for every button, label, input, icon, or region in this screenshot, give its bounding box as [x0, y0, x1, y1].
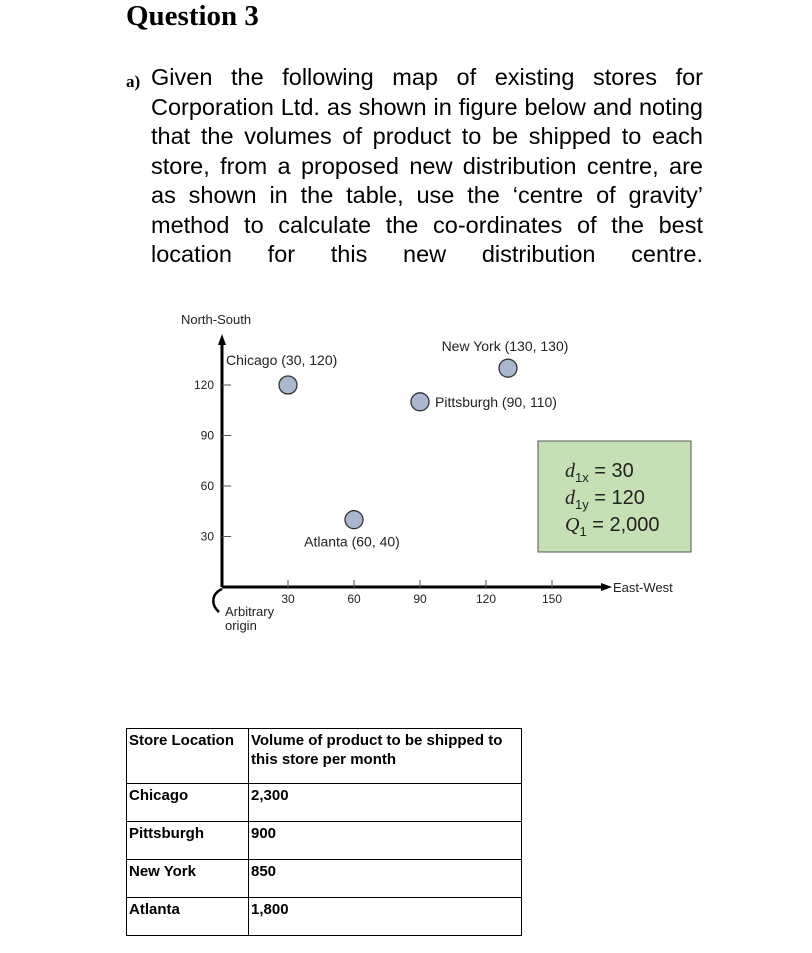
x-tick-label: 120	[475, 592, 497, 606]
table-row	[127, 822, 522, 860]
table-header-row	[127, 729, 522, 784]
cell-volume: 2,300	[249, 784, 522, 822]
origin-pointer-arrow	[213, 589, 222, 612]
store-point-chicago	[279, 376, 297, 394]
header-store-location: Store Location	[127, 729, 249, 784]
part-label: a)	[126, 72, 141, 91]
header-volume: Volume of product to be shipped to this store per month	[249, 729, 522, 784]
store-point-new-york	[499, 359, 517, 377]
x-tick-label: 90	[413, 592, 427, 606]
x-axis-arrow	[601, 583, 612, 591]
x-axis-title: East-West	[613, 580, 673, 595]
y-tick-label: 120	[193, 378, 214, 392]
y-axis-arrow	[218, 334, 226, 345]
store-label-new-york: New York (130, 130)	[441, 338, 569, 355]
cell-volume: 1,800	[249, 898, 522, 936]
x-tick-label: 60	[347, 592, 361, 606]
x-tick-label: 150	[541, 592, 563, 606]
store-label-chicago: Chicago (30, 120)	[226, 352, 338, 368]
store-label-atlanta: Atlanta (60, 40)	[304, 533, 400, 550]
annotation-line: $Q_1 = 2,000$	[565, 514, 660, 539]
question-heading: Question 3	[126, 0, 259, 32]
annotation-line: $d_{1x} = 30$	[565, 460, 634, 485]
table-row	[127, 898, 522, 936]
x-tick-label: 30	[281, 592, 295, 606]
table-row	[127, 860, 522, 898]
cell-store: New York	[127, 860, 249, 898]
y-tick-label: 60	[200, 479, 214, 493]
y-tick-label: 90	[200, 428, 214, 443]
cell-volume: 900	[249, 822, 522, 860]
y-tick-label: 30	[200, 529, 214, 544]
origin-label: Arbitrary	[225, 604, 275, 619]
store-label-pittsburgh: Pittsburgh (90, 110)	[435, 393, 557, 410]
cell-store: Chicago	[127, 784, 249, 822]
table-row	[127, 784, 522, 822]
origin-label: origin	[225, 618, 257, 633]
store-point-pittsburgh	[411, 393, 429, 411]
y-axis-title: North-South	[180, 312, 252, 327]
annotation-line: $d_{1y} = 120$	[565, 487, 645, 512]
cell-store: Pittsburgh	[127, 822, 249, 860]
cell-store: Atlanta	[127, 898, 249, 936]
cell-volume: 850	[249, 860, 522, 898]
store-point-atlanta	[345, 511, 363, 529]
question-text: Given the following map of existing stores for Corporation Ltd. as shown in figure below and noting that the volumes of product to be shipped to each store, from a proposed new distribution centre, are as shown in the table, use the ‘centre of gravity’ method to calculate the co-ordinates of the best location for this new distribution centre.	[151, 64, 703, 267]
store-volume-table	[126, 728, 522, 936]
